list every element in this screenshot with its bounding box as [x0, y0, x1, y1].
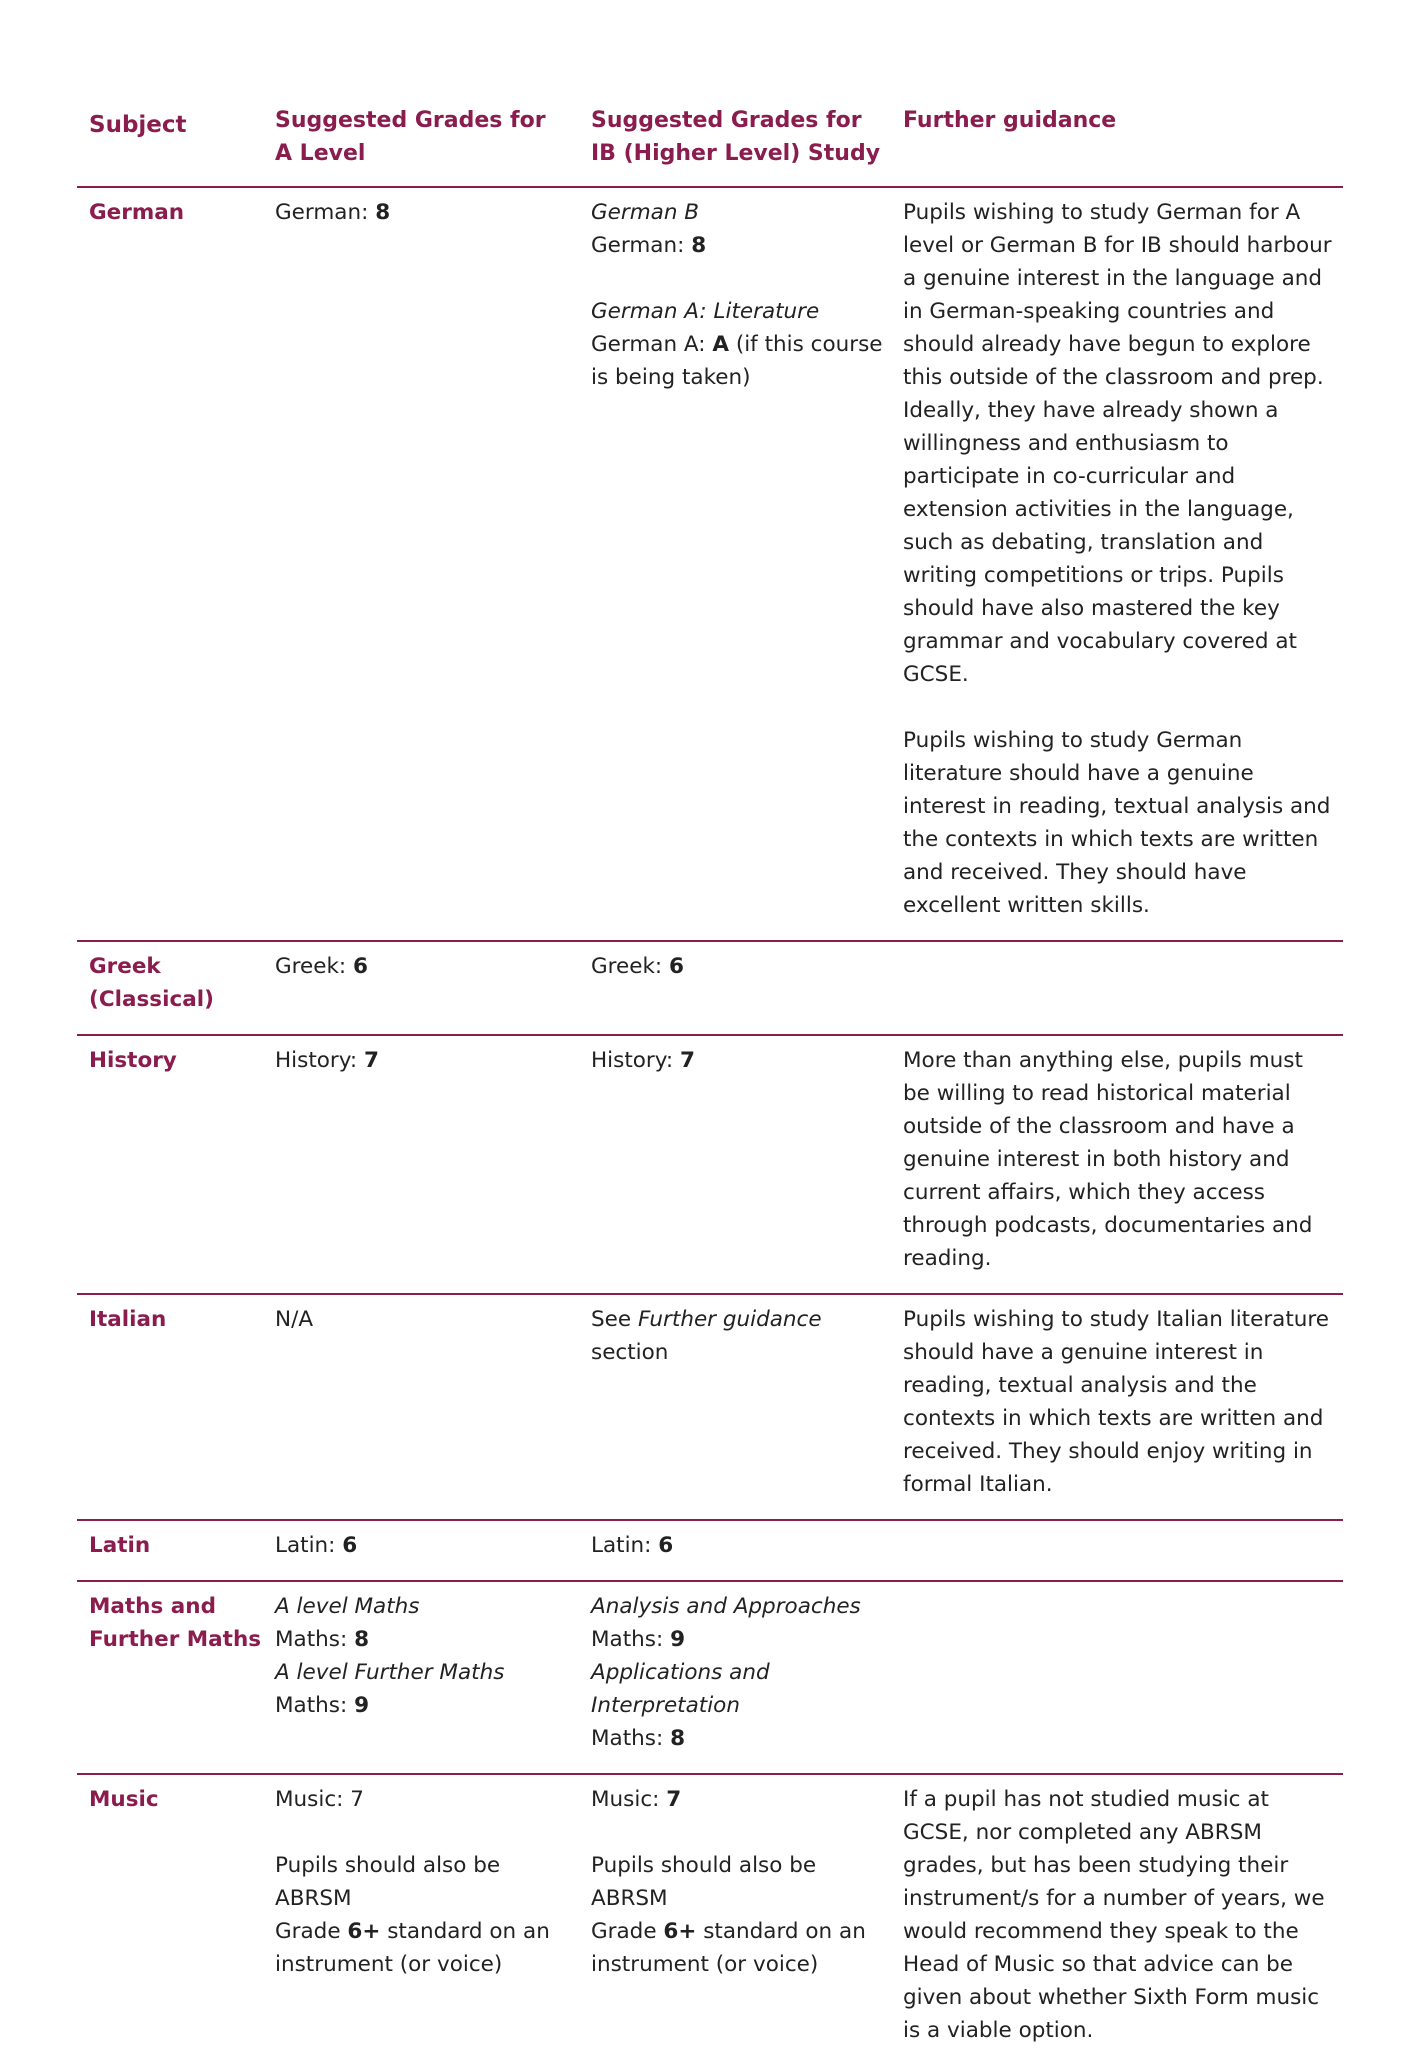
subject-latin: Latin [89, 1533, 151, 1558]
header-subject: Subject [89, 112, 187, 138]
table-row-maths [77, 1582, 1343, 1775]
subject-history: History [89, 1048, 177, 1073]
table-row-music [77, 1775, 1343, 2065]
ib-maths: Analysis and Approaches Maths: 9 Applications and Interpretation Maths: 8 [591, 1594, 861, 1751]
subject-german: German [89, 200, 185, 225]
guidance-german: Pupils wishing to study German for A level or German B for IB should harbour a genuine interest in the language and in German-speaking countries and should already have begun to explore this outside of the classroom and prep. Ideally, they have already shown a willingness and enthusiasm to participate in co-curricular and extension activities in the language, such as debating, translation and writing competitions or trips. Pupils should have also mastered the key grammar and vocabulary covered at GCSE. Pupils wishing to study German literature should have a genuine interest in reading, textual analysis and the contexts in which texts are written and received. They should have excellent written skills. [903, 200, 1332, 918]
a-level-german: German: 8 [275, 200, 391, 225]
a-level-italian: N/A [275, 1307, 314, 1332]
table-row-latin [77, 1521, 1343, 1582]
ib-italian: See Further guidance section [591, 1307, 822, 1365]
guidance-music: If a pupil has not studied music at GCSE, nor completed any ABRSM grades, but has been studying their instrument/s for a number of years, we would recommend they speak to the Head of Music so that advice can be given about whether Sixth Form music is a viable option. [903, 1787, 1325, 2043]
table-row-italian [77, 1295, 1343, 1521]
a-level-music: Music: 7 Pupils should also be ABRSM Grade 6+ standard on an instrument (or voice) [275, 1787, 550, 1977]
a-level-maths: A level Maths Maths: 8 A level Further Maths Maths: 9 [275, 1594, 505, 1718]
ib-german: German B German: 8 German A: Literature German A: A (if this course is being taken) [591, 200, 883, 390]
ib-latin: Latin: 6 [591, 1533, 674, 1558]
a-level-greek: Greek: 6 [275, 954, 368, 979]
header-ib: Suggested Grades for IB (Higher Level) Study [591, 108, 881, 166]
table-row-history [77, 1036, 1343, 1295]
subject-greek: Greek (Classical) [89, 954, 214, 1012]
table-row-german [77, 188, 1343, 942]
guidance-latin [891, 1529, 1343, 1562]
a-level-latin: Latin: 6 [275, 1533, 358, 1558]
guidance-greek [891, 950, 1343, 1016]
subject-music: Music [89, 1787, 159, 1812]
table-row-greek [77, 942, 1343, 1036]
table-header [77, 104, 1343, 188]
ib-music: Music: 7 Pupils should also be ABRSM Grade 6+ standard on an instrument (or voice) [591, 1787, 866, 1977]
header-guidance: Further guidance [903, 108, 1117, 133]
guidance-italian: Pupils wishing to study Italian literature should have a genuine interest in reading, textual analysis and the contexts in which texts are written and received. They should enjoy writing in formal Italian. [903, 1307, 1329, 1497]
guidance-maths [891, 1590, 1343, 1755]
ib-greek: Greek: 6 [591, 954, 684, 979]
ib-history: History: 7 [591, 1048, 695, 1073]
subject-italian: Italian [89, 1307, 167, 1332]
grades-table [77, 104, 1343, 2065]
header-a-level: Suggested Grades for A Level [275, 108, 546, 166]
guidance-history: More than anything else, pupils must be willing to read historical material outside of the classroom and have a genuine interest in both history and current affairs, which they access through podcasts, documentaries and reading. [903, 1048, 1313, 1271]
subject-maths: Maths and Further Maths [89, 1594, 262, 1652]
a-level-history: History: 7 [275, 1048, 379, 1073]
